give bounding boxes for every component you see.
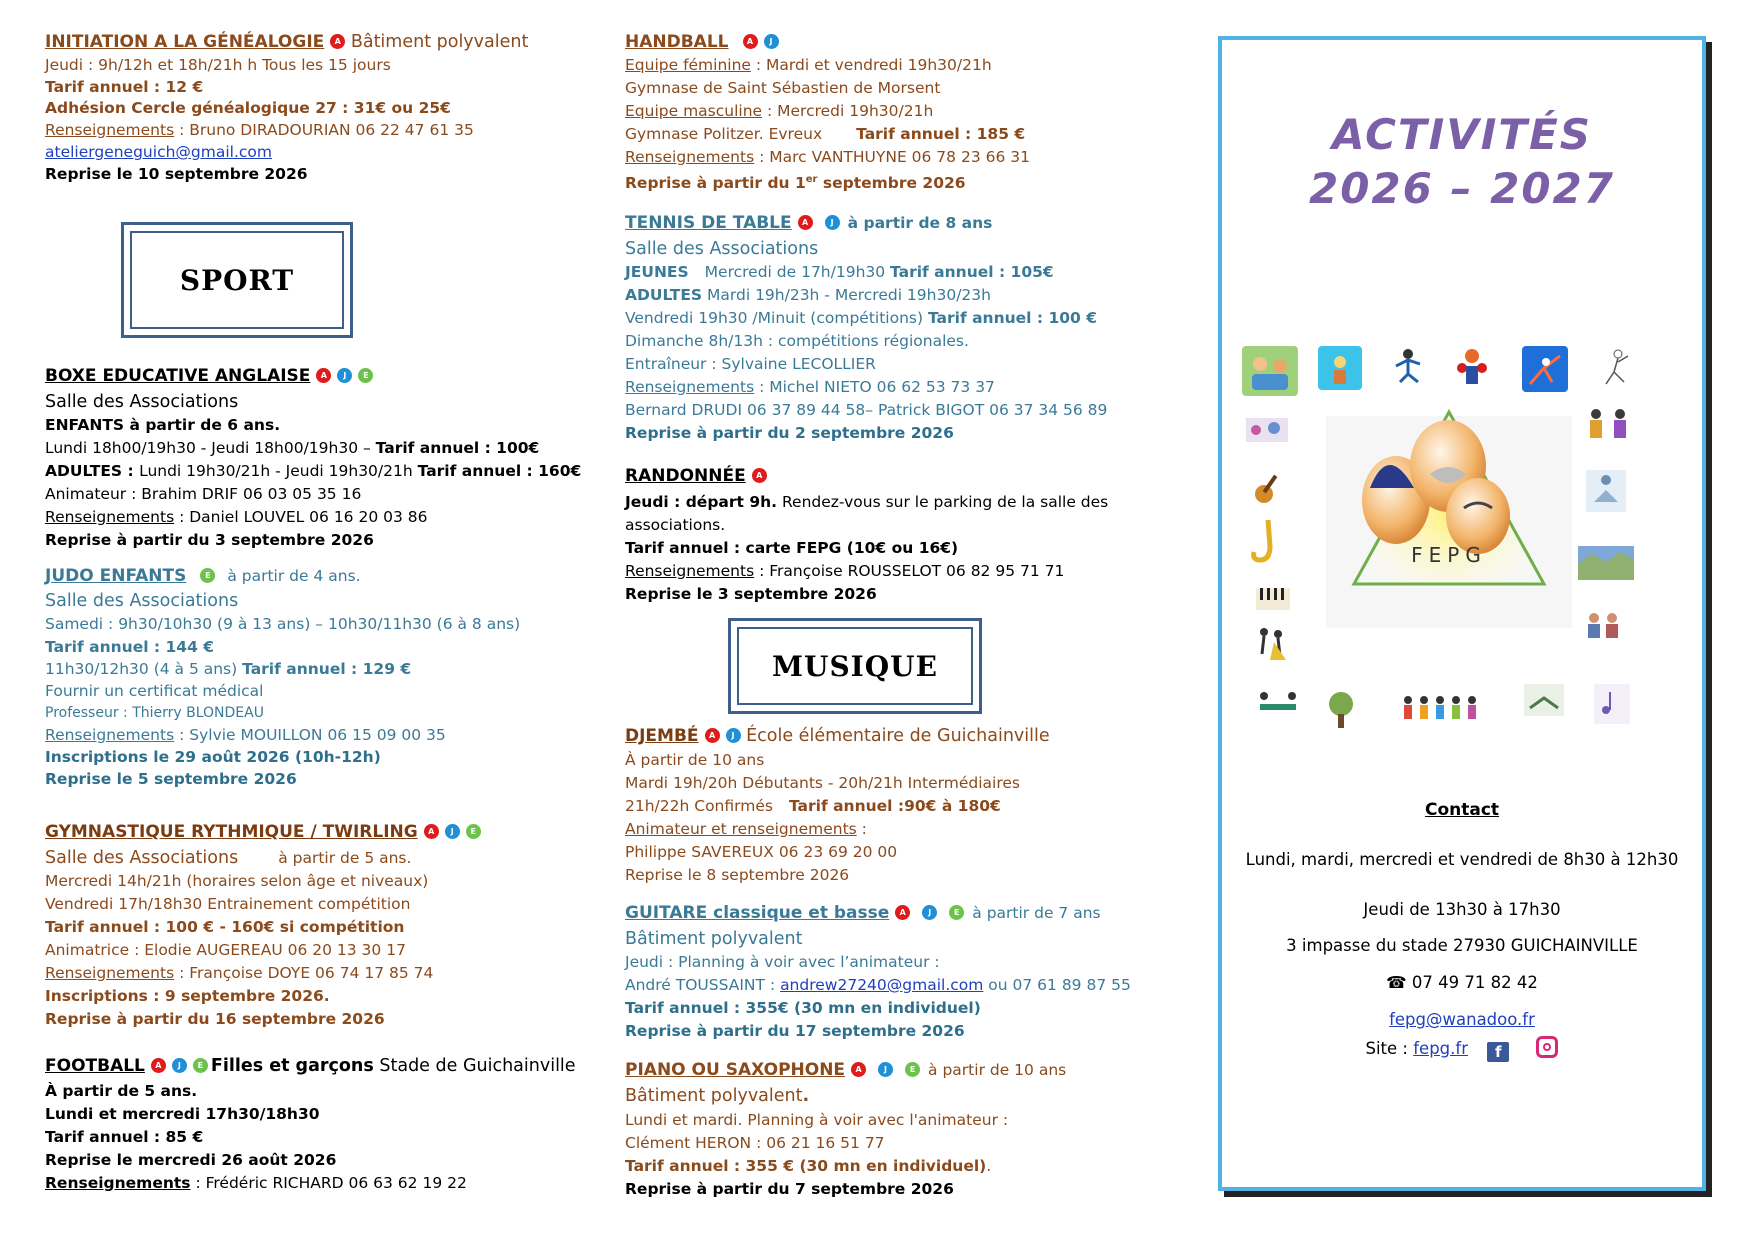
- child-badge-icon: E: [193, 1058, 208, 1073]
- info-value: : Françoise ROUSSELOT 06 82 95 71 71: [754, 562, 1065, 580]
- children-playing-icon: [1242, 346, 1298, 396]
- djembe-line1: Mardi 19h/20h Débutants - 20h/21h Intermédiaires: [625, 774, 1021, 792]
- judo-schedule: Samedi : 9h30/10h30 (9 à 13 ans) – 10h30/11h30 (6 à 8 ans): [45, 615, 521, 633]
- judo-reprise: Reprise le 5 septembre 2026: [45, 770, 297, 788]
- randonnee-info: [625, 561, 1064, 581]
- youth-badge-icon: J: [445, 824, 460, 839]
- adult-badge-icon: A: [424, 824, 439, 839]
- football-place: Stade de Guichainville: [373, 1056, 576, 1076]
- fepg-logo: [1326, 396, 1572, 628]
- child-badge-icon: E: [905, 1062, 920, 1077]
- genealogie-title-line: [45, 32, 528, 52]
- djembe-age: À partir de 10 ans: [625, 751, 765, 769]
- gym-animatrice: Animatrice : Elodie AUGEREAU 06 20 13 30 17: [45, 941, 406, 959]
- football-age: À partir de 5 ans.: [45, 1082, 198, 1100]
- youth-badge-icon: J: [922, 905, 937, 920]
- cover-panel: [1218, 36, 1706, 1191]
- judo-tarif2: Tarif annuel : 129 €: [242, 660, 412, 678]
- boxer-icon: [1452, 346, 1494, 390]
- handball-tarif: Tarif annuel : 185 €: [856, 125, 1026, 143]
- djembe-title: DJEMBÉ: [625, 726, 699, 746]
- boxe-enfants-line: [45, 438, 539, 458]
- tennis-adultes-schedule: Mardi 19h/23h - Mercredi 19h30/23h: [702, 286, 991, 304]
- info-value: : Michel NIETO 06 62 53 73 37: [754, 378, 995, 396]
- piano-clement: Clément HERON : 06 21 16 51 77: [625, 1134, 885, 1152]
- judo-age: à partir de 4 ans.: [227, 567, 361, 585]
- guitare-tarif: Tarif annuel : 355€ (30 mn en individuel): [625, 999, 981, 1017]
- info-value: : Daniel LOUVEL 06 16 20 03 86: [174, 508, 428, 526]
- boxe-enfants-tarif: Tarif annuel : 100€: [375, 439, 540, 457]
- handball-masc: [625, 101, 933, 121]
- judo-place: Salle des Associations: [45, 591, 239, 611]
- info-label: Renseignements: [625, 148, 755, 166]
- tennis-vendredi-tarif: Tarif annuel : 100 €: [927, 309, 1097, 327]
- gym-title: GYMNASTIQUE RYTHMIQUE / TWIRLING: [45, 822, 418, 842]
- djembe-title-line: [625, 726, 1050, 746]
- child-badge-icon: E: [949, 905, 964, 920]
- piano-age: à partir de 10 ans: [928, 1061, 1067, 1079]
- judo-info: [45, 725, 446, 745]
- piano-tarif-dot: .: [986, 1157, 992, 1175]
- boxe-reprise: Reprise à partir du 3 septembre 2026: [45, 531, 374, 549]
- genealogie-place: Bâtiment polyvalent: [345, 32, 529, 52]
- judo-line2: [45, 659, 411, 679]
- dancer-blue-icon: [1522, 346, 1568, 392]
- genealogie-tarif: Tarif annuel : 12 €: [45, 78, 204, 96]
- youth-badge-icon: J: [825, 215, 840, 230]
- boxe-place: Salle des Associations: [45, 392, 239, 412]
- piano-reprise: Reprise à partir du 7 septembre 2026: [625, 1180, 954, 1198]
- djembe-line2-line: [625, 796, 1001, 816]
- adult-badge-icon: A: [895, 905, 910, 920]
- handball-title-line: [625, 32, 779, 52]
- tennis-jeunes-schedule: Mercredi de 17h/19h30: [704, 263, 891, 281]
- gymnast-sketch-icon: [1596, 346, 1636, 390]
- child-badge-icon: E: [466, 824, 481, 839]
- guitare-jeudi: Jeudi : Planning à voir avec l’animateur :: [625, 953, 940, 971]
- tree-icon: [1322, 690, 1360, 730]
- gym-inscriptions: Inscriptions : 9 septembre 2026.: [45, 987, 330, 1005]
- guitare-place: Bâtiment polyvalent: [625, 929, 803, 949]
- tennis-adultes-label: ADULTES: [625, 286, 703, 304]
- karate-icon: [1388, 346, 1428, 386]
- guitare-andre: André TOUSSAINT :: [625, 976, 781, 994]
- football-tarif: Tarif annuel : 85 €: [45, 1128, 204, 1146]
- handball-reprise-b: septembre 2026: [817, 174, 966, 193]
- sport-heading: SPORT: [130, 231, 344, 329]
- musique-heading-box: [728, 618, 982, 714]
- randonnee-tarif: Tarif annuel : carte FEPG (10€ ou 16€): [625, 539, 959, 557]
- contact-address: 3 impasse du stade 27930 GUICHAINVILLE: [1286, 936, 1638, 955]
- boxe-title: BOXE EDUCATIVE ANGLAISE: [45, 366, 311, 386]
- info-value: : Frédéric RICHARD 06 63 62 19 22: [190, 1174, 467, 1192]
- boxe-enfants: ENFANTS à partir de 6 ans.: [45, 416, 281, 434]
- football-reprise: Reprise le mercredi 26 août 2026: [45, 1151, 337, 1169]
- gym-title-line: [45, 822, 481, 842]
- handball-title: HANDBALL: [625, 32, 729, 52]
- info-label: Renseignements: [45, 964, 175, 982]
- volleyball-icon: [1318, 346, 1362, 390]
- hiking-landscape-icon: [1578, 546, 1634, 580]
- adult-badge-icon: A: [743, 34, 758, 49]
- guitare-reprise: Reprise à partir du 17 septembre 2026: [625, 1022, 965, 1040]
- genealogie-email-link[interactable]: ateliergeneguich@gmail.com: [45, 143, 272, 161]
- boxe-enfants-schedule: Lundi 18h00/19h30 - Jeudi 18h00/19h30 –: [45, 439, 376, 457]
- tennis-jeunes-tarif: Tarif annuel : 105€: [890, 263, 1054, 281]
- handball-masc-label: Equipe masculine: [625, 102, 763, 120]
- tennis-jeunes-label: JEUNES: [625, 263, 689, 281]
- child-badge-icon: E: [358, 368, 373, 383]
- panel-title-line2: 2026 – 2027: [1308, 164, 1616, 213]
- tennis-dimanche: Dimanche 8h/13h : compétitions régionales.: [625, 332, 969, 350]
- gym-reprise: Reprise à partir du 16 septembre 2026: [45, 1010, 385, 1028]
- handball-masc-line: [625, 124, 1025, 144]
- instagram-icon[interactable]: [1536, 1036, 1558, 1058]
- genealogie-schedule: Jeudi : 9h/12h et 18h/21h h Tous les 15 jours: [45, 56, 391, 74]
- dancers-group-icon: [1584, 404, 1634, 444]
- youth-badge-icon: J: [172, 1058, 187, 1073]
- saxophone-icon: [1246, 516, 1286, 566]
- adult-badge-icon: A: [151, 1058, 166, 1073]
- genealogie-reprise: Reprise le 10 septembre 2026: [45, 165, 308, 183]
- gym-place-line: [45, 848, 411, 868]
- boxe-info: [45, 507, 428, 527]
- football-schedule: Lundi et mercredi 17h30/18h30: [45, 1105, 320, 1123]
- adult-badge-icon: A: [705, 728, 720, 743]
- tennis-place: Salle des Associations: [625, 239, 819, 259]
- seniors-group-icon: [1584, 608, 1624, 644]
- randonnee-title-line: [625, 466, 767, 486]
- boxe-adultes-tarif: Tarif annuel : 160€: [417, 462, 582, 480]
- handball-masc-place: Gymnase Politzer. Evreux: [625, 125, 823, 143]
- fepg-logo-text: FEPG: [1411, 543, 1487, 567]
- sport-heading-box: [121, 222, 353, 338]
- piano-place-line: [625, 1086, 809, 1106]
- piano-keys-icon: [1254, 580, 1292, 618]
- contact-email-link[interactable]: fepg@wanadoo.fr: [1389, 1010, 1535, 1029]
- guitar-icon: [1248, 468, 1288, 508]
- boxe-animateur: Animateur : Brahim DRIF 06 03 05 35 16: [45, 485, 362, 503]
- judo-title: JUDO ENFANTS: [45, 566, 187, 586]
- contact-site-line: [1222, 1036, 1702, 1062]
- judo-title-line: [45, 566, 361, 586]
- genealogie-info: [45, 120, 474, 140]
- site-link[interactable]: fepg.fr: [1413, 1039, 1468, 1058]
- adult-badge-icon: A: [330, 34, 345, 49]
- djembe-place: École élémentaire de Guichainville: [740, 726, 1050, 746]
- boxe-title-line: [45, 366, 373, 386]
- tennis-bernard: Bernard DRUDI 06 37 89 44 58– Patrick BIGOT 06 37 34 56 89: [625, 401, 1108, 419]
- guitare-contact: [625, 975, 1131, 995]
- musique-heading: MUSIQUE: [737, 627, 973, 705]
- site-label: Site :: [1365, 1039, 1414, 1058]
- randonnee-jeudi-value2: associations.: [625, 516, 726, 534]
- boxe-adultes-schedule: Lundi 19h30/21h - Jeudi 19h30/21h: [139, 462, 418, 480]
- tennis-age: à partir de 8 ans: [847, 214, 993, 232]
- piano-line1: Lundi et mardi. Planning à voir avec l'animateur :: [625, 1111, 1009, 1129]
- info-label: Renseignements: [45, 508, 175, 526]
- tennis-reprise: Reprise à partir du 2 septembre 2026: [625, 424, 954, 442]
- piano-place: Bâtiment polyvalent: [625, 1086, 803, 1106]
- guitare-age: à partir de 7 ans: [972, 904, 1101, 922]
- piano-title-line: [625, 1060, 1066, 1080]
- sewing-icon: [1242, 410, 1292, 450]
- piano-tarif-line: [625, 1156, 991, 1176]
- football-title: FOOTBALL: [45, 1056, 145, 1076]
- youth-badge-icon: J: [764, 34, 779, 49]
- guitare-title-line: [625, 903, 1101, 923]
- randonnee-title: RANDONNÉE: [625, 466, 746, 486]
- tennis-adultes: [625, 285, 991, 305]
- djembe-line2: 21h/22h Confirmés: [625, 797, 773, 815]
- info-label: Renseignements: [45, 1174, 191, 1192]
- football-filles: Filles et garçons: [210, 1056, 374, 1076]
- handball-fem: [625, 55, 992, 75]
- handball-info: [625, 147, 1030, 167]
- genealogie-adhesion: Adhésion Cercle généalogique 27 : 31€ ou 25€: [45, 99, 451, 117]
- children-row-icon: [1398, 692, 1488, 726]
- contact-heading: Contact: [1424, 800, 1500, 820]
- djembe-reprise: Reprise le 8 septembre 2026: [625, 866, 850, 884]
- music-notes-icon: [1592, 682, 1632, 726]
- football-info: [45, 1173, 467, 1193]
- genealogie-title: INITIATION A LA GÉNÉALOGIE: [45, 32, 325, 52]
- info-label: Renseignements: [45, 726, 175, 744]
- djembe-anim-label: Animateur et renseignements: [625, 820, 857, 838]
- info-label: Renseignements: [625, 378, 755, 396]
- info-value: : Françoise DOYE 06 74 17 85 74: [174, 964, 434, 982]
- judo-inscriptions: Inscriptions le 29 août 2026 (10h-12h): [45, 748, 381, 766]
- youth-badge-icon: J: [726, 728, 741, 743]
- fitness-icon: [1522, 682, 1566, 718]
- info-value: : Bruno DIRADOURIAN 06 22 47 61 35: [174, 121, 474, 139]
- child-badge-icon: E: [200, 568, 215, 583]
- randonnee-reprise: Reprise le 3 septembre 2026: [625, 585, 877, 603]
- boxe-adultes-label: ADULTES :: [45, 462, 140, 480]
- contact-phone: ☎ 07 49 71 82 42: [1386, 973, 1538, 992]
- youth-badge-icon: J: [337, 368, 352, 383]
- adult-badge-icon: A: [752, 468, 767, 483]
- judo-schedule2: 11h30/12h30 (4 à 5 ans): [45, 660, 243, 678]
- ping-pong-icon: [1254, 686, 1302, 722]
- gym-tarif: Tarif annuel : 100 € - 160€ si compétition: [45, 918, 405, 936]
- boxe-adultes-line: [45, 461, 581, 481]
- djembe-tarif: Tarif annuel :90€ à 180€: [788, 797, 1001, 815]
- panel-title-line1: ACTIVITÉS: [1331, 110, 1593, 159]
- adult-badge-icon: A: [798, 215, 813, 230]
- facebook-icon[interactable]: f: [1487, 1042, 1509, 1062]
- gym-line1: Mercredi 14h/21h (horaires selon âge et niveaux): [45, 872, 429, 890]
- randonnee-jeudi-label: Jeudi : départ 9h.: [625, 493, 778, 511]
- info-value: : Sylvie MOUILLON 06 15 09 00 35: [174, 726, 446, 744]
- football-title-line: [45, 1056, 576, 1076]
- handball-masc-value: : Mercredi 19h30/21h: [762, 102, 934, 120]
- tennis-vendredi: Vendredi 19h30 /Minuit (compétitions): [625, 309, 928, 327]
- djembe-anim: [625, 819, 867, 839]
- gym-age: à partir de 5 ans.: [278, 849, 412, 867]
- tennis-title-line: [625, 213, 992, 233]
- tennis-jeunes: [625, 262, 1054, 282]
- gym-line2: Vendredi 17h/18h30 Entrainement compétition: [45, 895, 411, 913]
- gym-info: [45, 963, 433, 983]
- info-value: : Marc VANTHUYNE 06 78 23 66 31: [754, 148, 1030, 166]
- couple-dance-icon: [1248, 624, 1294, 668]
- djembe-anim-colon: :: [856, 820, 867, 838]
- randonnee-jeudi-value: Rendez-vous sur le parking de la salle des: [777, 493, 1109, 511]
- handball-reprise: [625, 170, 966, 193]
- piano-tarif: Tarif annuel : 355 € (30 mn en individuel): [625, 1157, 987, 1175]
- randonnee-jeudi: [625, 492, 1108, 512]
- tennis-vendredi-line: [625, 308, 1097, 328]
- guitare-email-link[interactable]: andrew27240@gmail.com: [780, 976, 984, 994]
- tennis-info: [625, 377, 995, 397]
- djembe-anim-value: Philippe SAVEREUX 06 23 69 20 00: [625, 843, 898, 861]
- handball-fem-label: Equipe féminine: [625, 56, 751, 74]
- adult-badge-icon: A: [851, 1062, 866, 1077]
- handball-fem-value: : Mardi et vendredi 19h30/21h: [750, 56, 992, 74]
- guitare-phone: ou 07 61 89 87 55: [983, 976, 1131, 994]
- judo-certificat: Fournir un certificat médical: [45, 682, 264, 700]
- youth-badge-icon: J: [878, 1062, 893, 1077]
- handball-reprise-sup: er: [805, 174, 818, 185]
- info-label: Renseignements: [625, 562, 755, 580]
- gym-place: Salle des Associations: [45, 848, 239, 868]
- tennis-title: TENNIS DE TABLE: [625, 213, 792, 233]
- contact-hours1: Lundi, mardi, mercredi et vendredi de 8h30 à 12h30: [1245, 850, 1679, 869]
- tennis-entraineur: Entraîneur : Sylvaine LECOLLIER: [625, 355, 876, 373]
- adult-badge-icon: A: [316, 368, 331, 383]
- yoga-icon: [1584, 468, 1628, 514]
- contact-hours2: Jeudi de 13h30 à 17h30: [1363, 900, 1561, 919]
- piano-title: PIANO OU SAXOPHONE: [625, 1060, 846, 1080]
- handball-reprise-a: Reprise à partir du 1: [625, 174, 806, 193]
- handball-fem-place: Gymnase de Saint Sébastien de Morsent: [625, 79, 941, 97]
- judo-professeur: Professeur : Thierry BLONDEAU: [45, 705, 264, 721]
- guitare-title: GUITARE classique et basse: [625, 903, 890, 923]
- judo-tarif1: Tarif annuel : 144 €: [45, 638, 215, 656]
- info-label: Renseignements: [45, 121, 175, 139]
- piano-place-dot: .: [802, 1086, 810, 1106]
